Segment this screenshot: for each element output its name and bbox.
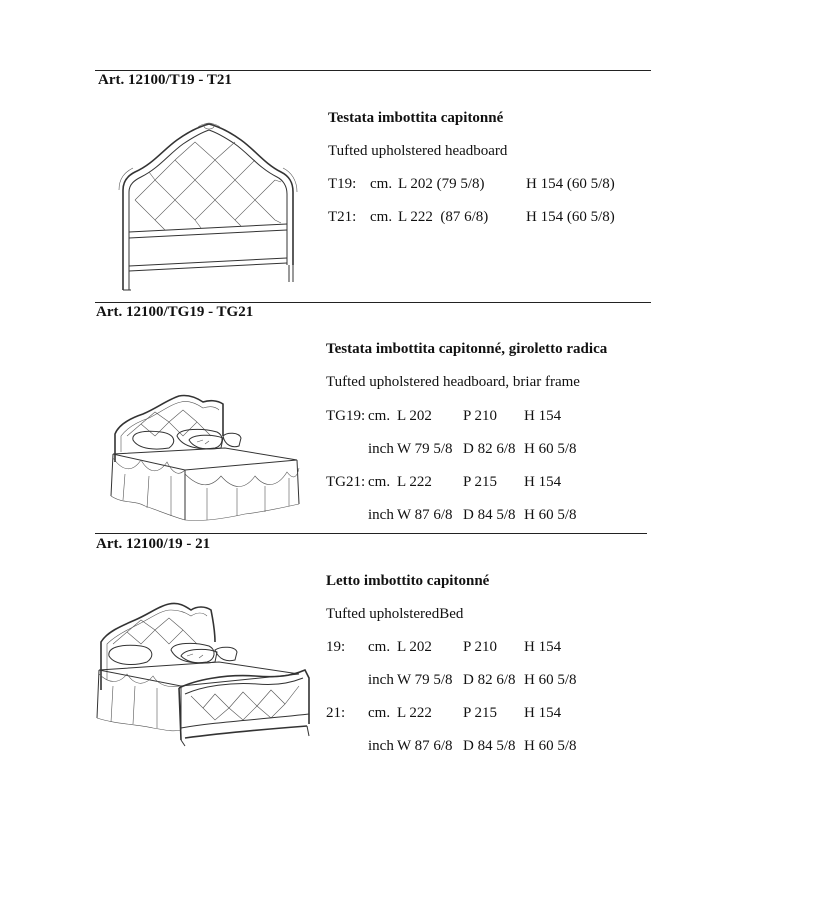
size-unit: cm. bbox=[368, 705, 391, 721]
section-divider bbox=[95, 70, 651, 71]
size-code: 19: bbox=[326, 639, 346, 655]
article-number: Art. 12100/T19 - T21 bbox=[98, 72, 232, 88]
size-depth: P 210 bbox=[463, 639, 498, 655]
size-length: W 87 6/8 bbox=[397, 738, 453, 754]
size-code: 21: bbox=[326, 705, 346, 721]
size-length: L 202 (79 5/8) bbox=[398, 176, 485, 192]
size-unit: cm. bbox=[370, 209, 393, 225]
tufted-bed-drawing bbox=[95, 600, 315, 750]
size-depth: D 82 6/8 bbox=[463, 672, 516, 688]
size-height: H 60 5/8 bbox=[524, 441, 577, 457]
product-subtitle: Tufted upholsteredBed bbox=[326, 606, 464, 622]
size-unit: inch bbox=[368, 672, 394, 688]
product-subtitle: Tufted upholstered headboard bbox=[328, 143, 508, 159]
section-divider bbox=[95, 302, 651, 303]
size-code: TG21: bbox=[326, 474, 366, 490]
size-unit: cm. bbox=[368, 639, 391, 655]
size-depth: P 215 bbox=[463, 474, 498, 490]
size-unit: cm. bbox=[368, 474, 391, 490]
size-unit: cm. bbox=[370, 176, 393, 192]
product-subtitle: Tufted upholstered headboard, briar frame bbox=[326, 374, 580, 390]
size-length: L 222 (87 6/8) bbox=[398, 209, 489, 225]
size-length: L 202 bbox=[397, 408, 432, 424]
product-title: Testata imbottita capitonné bbox=[328, 110, 504, 126]
size-unit: inch bbox=[368, 738, 394, 754]
article-number: Art. 12100/19 - 21 bbox=[96, 536, 211, 552]
tufted-headboard-drawing bbox=[105, 120, 305, 295]
size-depth: P 215 bbox=[463, 705, 498, 721]
size-height: H 154 bbox=[524, 408, 562, 424]
size-unit: inch bbox=[368, 441, 394, 457]
size-code: TG19: bbox=[326, 408, 366, 424]
size-unit: cm. bbox=[368, 408, 391, 424]
size-depth: P 210 bbox=[463, 408, 498, 424]
headboard-with-draped-bed-drawing bbox=[105, 392, 305, 527]
size-code: T21: bbox=[328, 209, 357, 225]
section-divider bbox=[95, 533, 647, 534]
size-length: W 79 5/8 bbox=[397, 672, 453, 688]
size-code: T19: bbox=[328, 176, 357, 192]
size-height: H 60 5/8 bbox=[524, 738, 577, 754]
size-length: W 87 6/8 bbox=[397, 507, 453, 523]
size-length: L 222 bbox=[397, 705, 432, 721]
size-depth: D 84 5/8 bbox=[463, 738, 516, 754]
size-height: H 60 5/8 bbox=[524, 507, 577, 523]
size-height: H 154 (60 5/8) bbox=[526, 176, 615, 192]
size-depth: D 82 6/8 bbox=[463, 441, 516, 457]
size-length: W 79 5/8 bbox=[397, 441, 453, 457]
size-length: L 202 bbox=[397, 639, 432, 655]
size-unit: inch bbox=[368, 507, 394, 523]
size-height: H 154 bbox=[524, 639, 562, 655]
size-height: H 60 5/8 bbox=[524, 672, 577, 688]
size-depth: D 84 5/8 bbox=[463, 507, 516, 523]
article-number: Art. 12100/TG19 - TG21 bbox=[96, 304, 254, 320]
product-title: Letto imbottito capitonné bbox=[326, 573, 490, 589]
size-height: H 154 bbox=[524, 705, 562, 721]
size-height: H 154 bbox=[524, 474, 562, 490]
product-title: Testata imbottita capitonné, giroletto radica bbox=[326, 341, 608, 357]
size-height: H 154 (60 5/8) bbox=[526, 209, 615, 225]
size-length: L 222 bbox=[397, 474, 432, 490]
